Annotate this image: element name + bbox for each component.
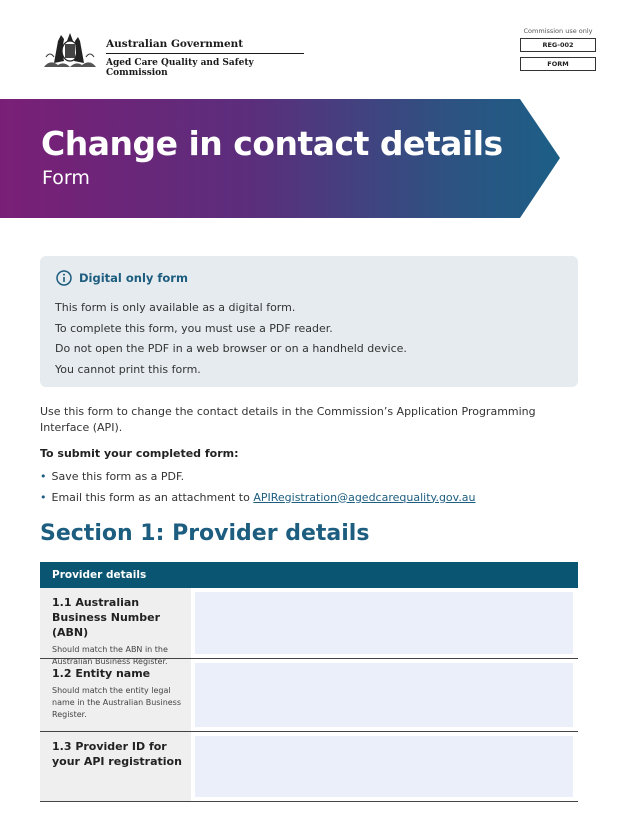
form-code-box: REG-002 [520, 38, 596, 52]
field-help-abn: Should match the ABN in the Australian Business Register. [52, 645, 168, 666]
list-item [40, 467, 476, 488]
submit-heading: To submit your completed form: [40, 447, 239, 460]
commission-use-panel [520, 27, 596, 76]
provider-id-field[interactable] [195, 736, 573, 797]
entity-name-field[interactable] [195, 663, 573, 727]
info-line: To complete this form, you must use a PDF reader. [55, 321, 333, 335]
commission-name: Aged Care Quality and Safety Commission [106, 58, 254, 78]
info-box [40, 256, 578, 387]
form-type-box: FORM [520, 57, 596, 71]
government-name: Australian Government [106, 38, 304, 54]
submit-step-save: Save this form as a PDF. [51, 470, 185, 483]
page-title: Change in contact details [41, 124, 503, 163]
field-label-abn: 1.1 Australian Business Number (ABN) [52, 596, 161, 639]
abn-field[interactable] [195, 592, 573, 654]
field-label-entity-name: 1.2 Entity name [52, 667, 151, 680]
bullet-icon: • [40, 470, 47, 483]
table-row [40, 732, 578, 802]
info-box-title: Digital only form [79, 271, 188, 285]
table-header: Provider details [40, 562, 578, 588]
info-icon [56, 270, 72, 286]
bullet-icon: • [40, 490, 47, 504]
info-line: This form is only available as a digital form. [55, 301, 296, 314]
intro-text: Use this form to change the contact details in the Commission’s Application Programming Interface (API). [40, 405, 536, 434]
info-line: Do not open the PDF in a web browser or on a handheld device. [55, 342, 407, 355]
table-row [40, 659, 578, 732]
submit-list [40, 467, 476, 508]
submit-step-email: Email this form as an attachment to [51, 490, 254, 504]
commission-use-label: Commission use only [523, 27, 593, 35]
field-help-entity-name: Should match the entity legal name in the Australian Business Register. [52, 686, 182, 719]
page-subtitle: Form [42, 167, 90, 189]
provider-details-table [40, 562, 578, 802]
list-item [40, 488, 476, 509]
info-line: You cannot print this form. [55, 362, 201, 376]
field-label-provider-id: 1.3 Provider ID for your API registration [52, 740, 182, 768]
coat-of-arms-logo [40, 27, 100, 71]
table-row [40, 588, 578, 666]
email-link[interactable]: APIRegistration@agedcarequality.gov.au [253, 490, 476, 504]
section-title: Section 1: Provider details [40, 521, 370, 546]
